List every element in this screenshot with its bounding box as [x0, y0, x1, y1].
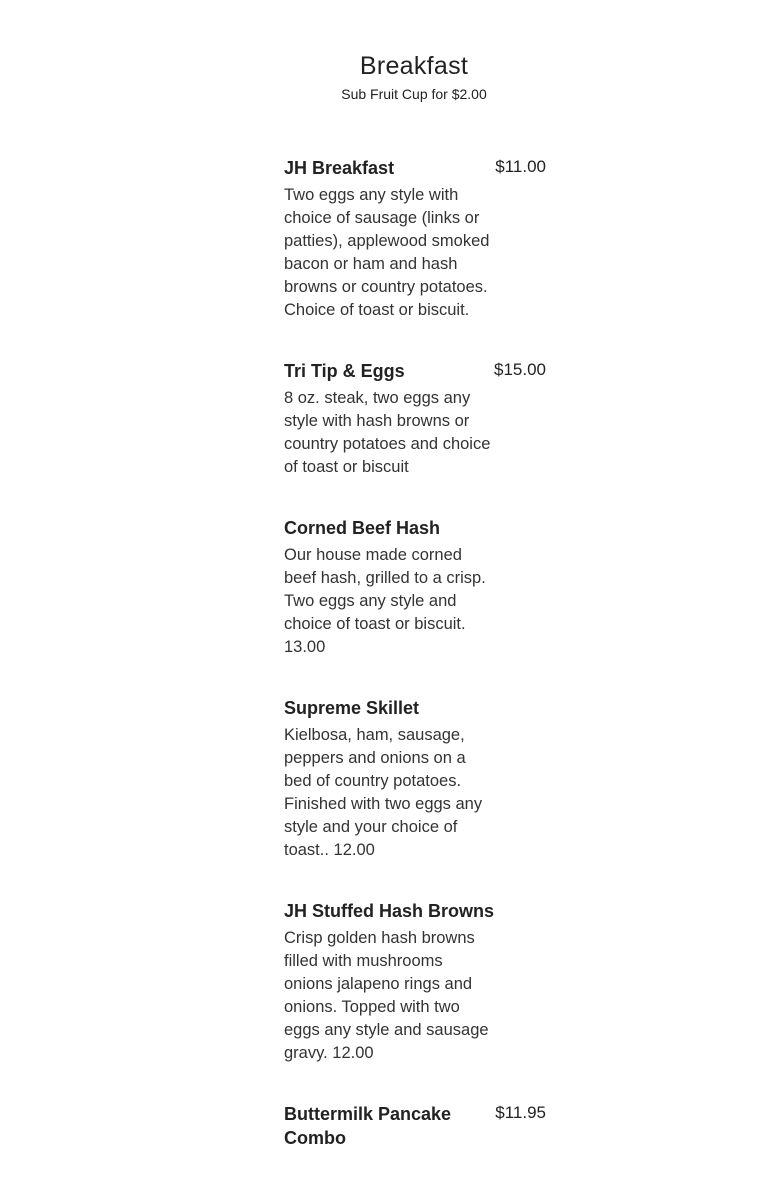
menu-item-header	[284, 899, 546, 923]
menu-item-price: $15.00	[494, 360, 546, 379]
menu-item-name: JH Stuffed Hash Browns	[284, 901, 495, 921]
menu-item-description: Kielbosa, ham, sausage, peppers and onions on a bed of country potatoes. Finished with two eggs any style and your choice of toast.. 12.00	[284, 726, 483, 859]
menu-item	[284, 516, 546, 659]
menu-item-description: 8 oz. steak, two eggs any style with hash browns or country potatoes and choice of toast or biscuit	[284, 389, 491, 476]
menu-item-name: Supreme Skillet	[284, 698, 420, 718]
menu-item-description: Crisp golden hash browns filled with mushrooms onions jalapeno rings and onions. Topped with two eggs any style and sausage gravy. 12.00	[284, 929, 489, 1062]
menu-item-header	[284, 696, 546, 720]
menu-item	[284, 156, 546, 322]
menu-item-description: Two eggs any style with choice of sausage (links or patties), applewood smoked bacon or ham and hash browns or country potatoes. Choice of toast or biscuit.	[284, 186, 490, 319]
menu-items-list	[284, 156, 546, 1187]
section-title: Breakfast	[359, 52, 469, 80]
menu-item-name: JH Breakfast	[284, 158, 395, 178]
menu-item-name: Buttermilk Pancake Combo	[284, 1104, 452, 1148]
menu-item-header	[284, 1102, 546, 1150]
menu-item-name: Corned Beef Hash	[284, 518, 441, 538]
menu-item-description: Our house made corned beef hash, grilled to a crisp. Two eggs any style and choice of toast or biscuit. 13.00	[284, 546, 486, 656]
menu-item-header	[284, 359, 546, 383]
menu-item	[284, 696, 546, 862]
menu-section-header	[0, 50, 770, 103]
section-subtitle: Sub Fruit Cup for $2.00	[341, 86, 487, 102]
menu-item	[284, 899, 546, 1065]
menu-item-price: $11.00	[495, 157, 546, 176]
menu-item-header	[284, 516, 546, 540]
menu-item-header	[284, 156, 546, 180]
menu-item-price: $11.95	[495, 1103, 546, 1122]
menu-item	[284, 359, 546, 479]
menu-item-name: Tri Tip & Eggs	[284, 361, 405, 381]
menu-item	[284, 1102, 546, 1150]
